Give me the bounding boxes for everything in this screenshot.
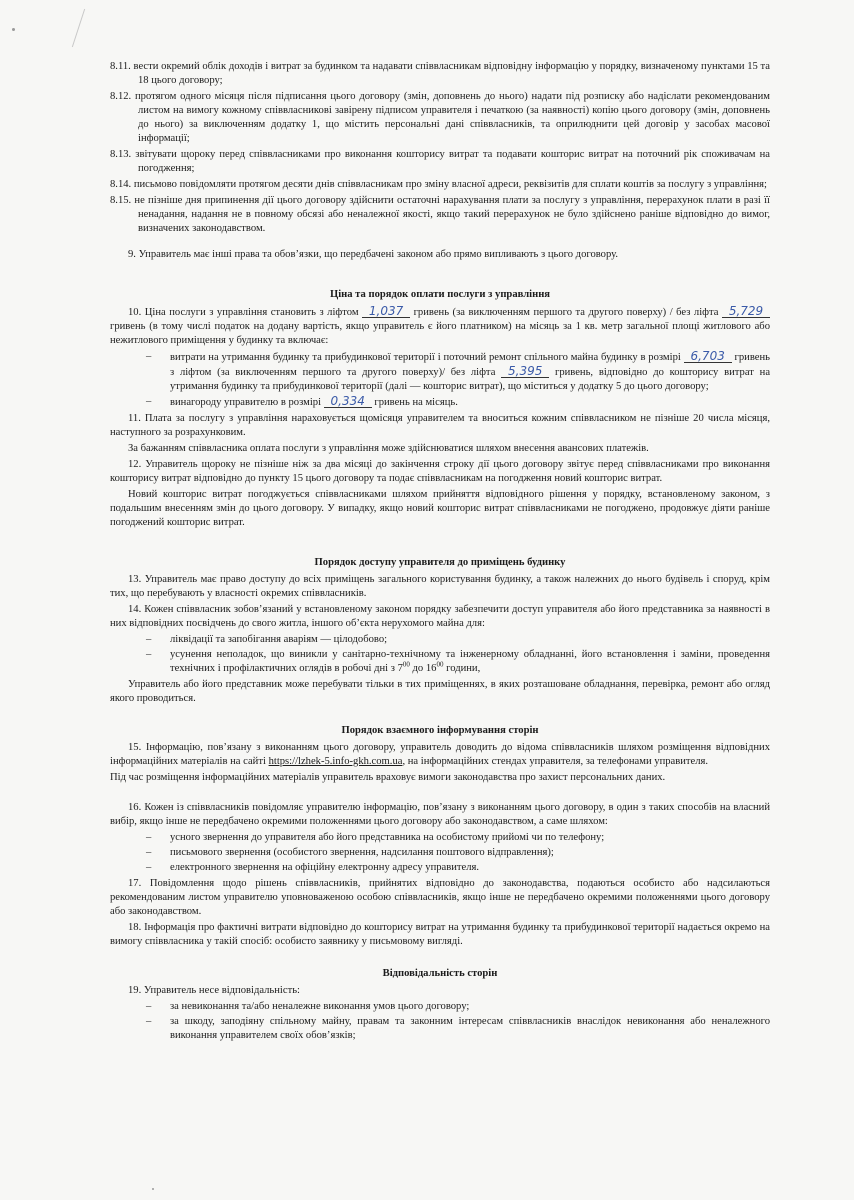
section-heading-responsibility: Відповідальність сторін [382, 968, 498, 979]
clause-12-approval: Новий кошторис витрат погоджується співвласниками шляхом прийняття відповідного рішення у порядку, встановленому законом, з подальшим внесенням змін до цього договору. У випадку, якщо новий кошторис витрат співвласниками не погоджено, продовжує діяти раніше погоджений кошторис витрат. [110, 489, 770, 528]
section-heading-information: Порядок взаємного інформування сторін [341, 725, 539, 736]
list-item: – усунення неполадок, що виникли у санітарно-технічному та інженерному обладнанні, його встановлення і заміни, проведення технічних і профілактичних оглядів в робочі дні з $7^{00}$ до $16^{00}$ години, [110, 648, 770, 676]
clause-18: 18. Інформація про фактичні витрати відповідно до кошторису витрат на утримання будинку та прибудинкової території надається окремо на вимогу співвласника у такій спосіб: особисто заявнику у письмовому вигляді. [110, 922, 770, 947]
handwritten-price-lift: 1,037 [362, 305, 410, 318]
list-item: – письмового звернення (особистого звернення, надсилання поштового відправлення); [110, 846, 770, 860]
clause-13: 13. Управитель має право доступу до всіх приміщень загального користування будинку, а також належних до нього будівель і споруд, крім тих, що перебувають у власності окремих співвласників. [110, 574, 770, 599]
document-body [110, 60, 770, 1045]
section-heading-price: Ціна та порядок оплати послуги з управління [329, 289, 551, 300]
access-purposes-list [110, 633, 770, 676]
clause-8-14: 8.14. письмово повідомляти протягом десяти днів співвласникам про зміну власної адреси, реквізитів для сплати коштів за послугу з управління; [110, 179, 767, 190]
website-link[interactable]: https://lzhek-5.info-gkh.com.ua [268, 756, 403, 767]
clause-14-presence: Управитель або його представник може перебувати тільки в тих приміщеннях, в яких розташоване обладнання, перевірка, ремонт або огляд якого проводиться. [110, 679, 770, 704]
clause-8-15: 8.15. не пізніше дня припинення дії цього договору здійснити остаточні нарахування плати за послугу з управління, перерахунок плати в разі її ненадання, надання не в повному обсязі або неналежної якості, якщо такий перерахунок не було здійснено раніше відповідно до вимог, визначених законодавством. [110, 195, 770, 234]
clause-16: 16. Кожен із співвласників повідомляє управителю інформацію, пов’язану з виконанням цього договору, в один з таких способів на власний вибір, якщо інше не передбачено окремими положеннями цього договору або законодавством, а саме шляхом: [110, 802, 770, 827]
list-item: – витрати на утримання будинку та прибудинкової території і поточний ремонт спільного майна будинку в розмірі 6,703 гривень з ліфтом (за виключенням першого та другого поверху)/ без ліфта 5,395 гривень, відповідно до кошторису витрат на утримання будинку та прибудинкової території (далі — кошторис витрат), що міститься у додатку 5 до цього договору; [110, 350, 770, 394]
list-item: – винагороду управителю в розмірі 0,334 гривень на місяць. [110, 395, 770, 410]
handwritten-price-nolift: 5,729 [722, 305, 770, 318]
list-item: – за шкоду, заподіяну спільному майну, правам та законним інтересам співвласників внаслідок невиконання або неналежного виконання управителем своїх обов’язків; [110, 1015, 770, 1043]
scan-artifact [152, 1188, 154, 1190]
clause-8-11: 8.11. вести окремий облік доходів і витрат за будинком та надавати співвласникам відповідну інформацію у порядку, визначеному пунктами 15 та 18 цього договору; [110, 61, 770, 86]
list-item: – ліквідації та запобігання аваріям — цілодобово; [110, 633, 770, 647]
responsibility-list [110, 1000, 770, 1043]
clause-10: 10. Ціна послуги з управління становить з ліфтом 1,037 гривень (за виключенням першого та другого поверху) / без ліфта 5,729 гривень (в тому числі податок на додану вартість, якщо управитель є його платником) на місяць за 1 кв. метр загальної площі житлового або нежитлового приміщення у будинку та включає: [110, 304, 770, 346]
scan-artifact [12, 28, 15, 31]
clause-19: 19. Управитель несе відповідальність: [128, 985, 300, 996]
clause-11-advance: За бажанням співвласника оплата послуги з управління може здійснюватися шляхом внесення авансових платежів. [128, 443, 649, 454]
clause-15: 15. Інформацію, пов’язану з виконанням цього договору, управитель доводить до відома співвласників шляхом розміщення відповідних інформаційних матеріалів на сайті https://lzhek-5.info-gkh.com.ua, на інформаційних стендах управителя, за телефонами управителя. [110, 742, 770, 767]
clause-17: 17. Повідомлення щодо рішень співвласників, прийнятих відповідно до законодавства, подаються особисто або надсилаються рекомендованим листом управителю уповноваженою особою співвласників, якщо інше не передбачено окремими положеннями цього договору або законодавством. [110, 878, 770, 917]
clause-12: 12. Управитель щороку не пізніше ніж за два місяці до закінчення строку дії цього договору звітує перед співвласниками про виконання кошторису витрат відповідно до пункту 15 цього договору та подає співвласникам на погодження новий кошторис витрат. [110, 459, 770, 484]
list-item: – усного звернення до управителя або його представника на особистому прийомі чи по телефону; [110, 831, 770, 845]
list-item: – електронного звернення на офіційну електронну адресу управителя. [110, 861, 770, 875]
clause-14: 14. Кожен співвласник зобов’язаний у встановленому законом порядку забезпечити доступ управителя або його представника за наявності в них відповідних посвідчень до свого житла, іншого об’єкта нерухомого майна для: [110, 604, 770, 629]
scan-artifact [72, 9, 85, 47]
communication-methods-list [110, 831, 770, 875]
clause-15-privacy: Під час розміщення інформаційних матеріалів управитель враховує вимоги законодавства про захист персональних даних. [110, 772, 666, 783]
handwritten-maintenance-lift: 6,703 [684, 350, 732, 363]
list-item: – за невиконання та/або неналежне виконання умов цього договору; [110, 1000, 770, 1014]
clause-8-12: 8.12. протягом одного місяця після підписання цього договору (змін, доповнень до нього) надати під розписку або надіслати рекомендованим листом на вимогу кожному співвласникові завірену підписом управителя і печаткою (за наявності) копію цього договору (змін, доповнень до нього) за виключенням додатку 1, що містить персональні дані співвласників, та оприлюднити цей договір у засобах масової інформації; [110, 91, 770, 144]
handwritten-fee: 0,334 [324, 395, 372, 408]
clause-11: 11. Плата за послугу з управління нараховується щомісяця управителем та вноситься кожним співвласником не пізніше 20 числа місяця, наступного за розрахунковим. [110, 413, 770, 438]
handwritten-maintenance-nolift: 5,395 [501, 365, 549, 378]
clause-8-13: 8.13. звітувати щороку перед співвласниками про виконання кошторису витрат та подавати кошторис витрат на поточний рік споживачам на погодження; [110, 149, 770, 174]
clause-9: 9. Управитель має інші права та обов’язки, що передбачені законом або прямо випливають з цього договору. [128, 249, 619, 260]
price-components-list [110, 350, 770, 410]
section-heading-access: Порядок доступу управителя до приміщень будинку [314, 557, 566, 568]
